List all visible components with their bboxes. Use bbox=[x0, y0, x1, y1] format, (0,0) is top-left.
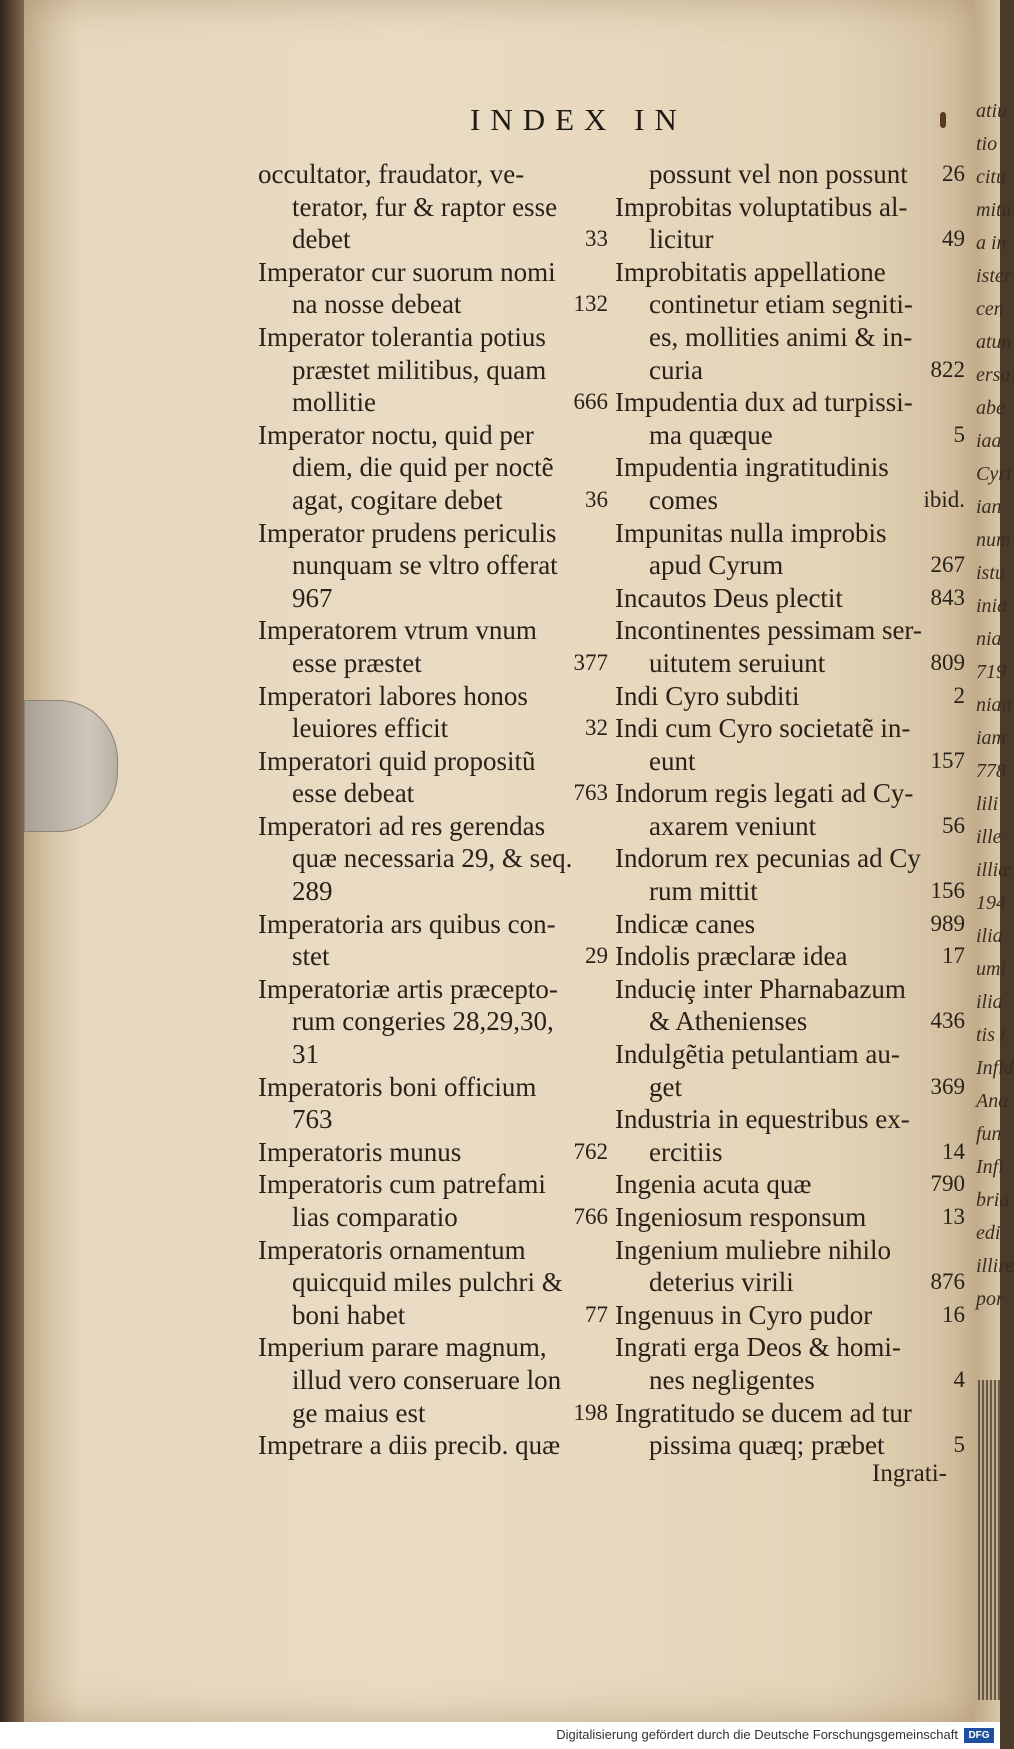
index-entry-line bbox=[615, 712, 965, 745]
index-entry-line bbox=[615, 908, 965, 941]
index-entry-line bbox=[258, 256, 608, 289]
entry-text: mollitie bbox=[292, 387, 376, 418]
page-edges bbox=[978, 1380, 1000, 1700]
index-entry-line bbox=[258, 354, 608, 387]
index-entry-line bbox=[258, 908, 608, 941]
index-entry-line bbox=[615, 940, 965, 973]
index-entry-line bbox=[258, 712, 608, 745]
entry-text: Imperium parare magnum, bbox=[258, 1332, 547, 1363]
entry-text: Impudentia ingratitudinis bbox=[615, 452, 889, 483]
index-entry-line bbox=[615, 1299, 965, 1332]
entry-text: Indi cum Cyro societatẽ in- bbox=[615, 713, 911, 744]
index-entry-line bbox=[615, 777, 965, 810]
index-entry-line bbox=[615, 842, 965, 875]
next-page-fragment: a in bbox=[976, 232, 1007, 254]
entry-text: Improbitatis appellatione bbox=[615, 256, 886, 287]
index-entry-line bbox=[615, 1005, 965, 1038]
entry-text: Industria in equestribus ex- bbox=[615, 1104, 910, 1135]
index-entry-line bbox=[258, 1234, 608, 1267]
index-entry-line bbox=[258, 321, 608, 354]
next-page-fragment: Infid bbox=[976, 1057, 1014, 1079]
entry-text: 31 bbox=[292, 1039, 319, 1070]
entry-text: Ingenium muliebre nihilo bbox=[615, 1234, 891, 1265]
next-page-fragment: 719 bbox=[976, 661, 1006, 683]
index-entry-line bbox=[258, 1005, 608, 1038]
page-reference: 16 bbox=[942, 1301, 965, 1327]
entry-text: terator, fur & raptor esse bbox=[292, 191, 558, 222]
next-page-fragment: ilia bbox=[976, 991, 1003, 1013]
index-entry-line bbox=[615, 256, 965, 289]
index-entry-line bbox=[615, 810, 965, 843]
entry-text: deterius virili bbox=[649, 1267, 794, 1298]
next-page-fragment: nian bbox=[976, 694, 1012, 716]
entry-text: Impunitas nulla improbis bbox=[615, 517, 887, 548]
next-page-fragment: ilia bbox=[976, 925, 1003, 947]
next-page-fragment: abe bbox=[976, 397, 1005, 419]
page-reference: 17 bbox=[942, 943, 965, 969]
page-reference: 790 bbox=[930, 1171, 965, 1197]
next-page-fragment: inia bbox=[976, 595, 1008, 617]
entry-text: Ingrati erga Deos & homi- bbox=[615, 1332, 901, 1363]
index-entry-line bbox=[258, 842, 608, 875]
index-entry-line bbox=[258, 223, 608, 256]
index-entry-line bbox=[258, 1397, 608, 1430]
next-page-fragment: 194 bbox=[976, 892, 1006, 914]
entry-text: nes negligentes bbox=[649, 1364, 815, 1395]
entry-text: Ingratitudo se ducem ad tur bbox=[615, 1397, 912, 1428]
page-reference: 77 bbox=[585, 1301, 608, 1327]
next-page-fragment: cen bbox=[976, 298, 1004, 320]
next-page-fragment: nia bbox=[976, 628, 1002, 650]
entry-text: Imperatoria ars quibus con- bbox=[258, 908, 556, 939]
entry-text: rum congeries 28,29,30, bbox=[292, 1006, 554, 1037]
entry-text: Indorum rex pecunias ad Cy bbox=[615, 843, 921, 874]
entry-text: occultator, fraudator, ve- bbox=[258, 159, 525, 189]
page-reference: 822 bbox=[930, 356, 965, 382]
entry-text: Ingenia acuta quæ bbox=[615, 1169, 812, 1200]
index-entry-line bbox=[615, 158, 965, 191]
index-entry-line bbox=[615, 1266, 965, 1299]
entry-text: ercitiis bbox=[649, 1136, 723, 1167]
index-entry-line bbox=[615, 582, 965, 615]
index-entry-line bbox=[615, 223, 965, 256]
ink-mark bbox=[940, 112, 946, 128]
page-reference: 876 bbox=[930, 1269, 965, 1295]
next-page-fragment: lili bbox=[976, 793, 999, 815]
entry-text: Imperatoriæ artis præcepto- bbox=[258, 973, 558, 1004]
index-entry-line bbox=[258, 777, 608, 810]
entry-text: Improbitas voluptatibus al- bbox=[615, 191, 908, 222]
entry-text: Ingeniosum responsum bbox=[615, 1202, 867, 1232]
next-page-fragment: iam bbox=[976, 727, 1006, 749]
entry-text: Imperatori quid propositũ bbox=[258, 745, 536, 776]
entry-text: apud Cyrum bbox=[649, 550, 784, 581]
page-reference: 762 bbox=[573, 1138, 608, 1164]
page-reference: 156 bbox=[930, 878, 965, 904]
index-entry-line bbox=[258, 1038, 608, 1071]
entry-text: eunt bbox=[649, 745, 696, 776]
next-page-fragment: tio bbox=[976, 133, 998, 155]
index-entry-line bbox=[615, 517, 965, 550]
index-entry-line bbox=[615, 1429, 965, 1462]
index-entry-line bbox=[258, 680, 608, 713]
next-page-fragment: Infi bbox=[976, 1156, 1004, 1178]
next-page-fragment: bria bbox=[976, 1189, 1010, 1211]
index-entry-line bbox=[258, 451, 608, 484]
footer-bar bbox=[0, 1722, 1000, 1749]
next-page-fragment: atiu bbox=[976, 100, 1008, 122]
entry-text: Indi Cyro subditi bbox=[615, 680, 800, 711]
next-page-fragment: istu bbox=[976, 562, 1005, 584]
entry-text: Impetrare a diis precib. quæ bbox=[258, 1430, 561, 1461]
page-reference: 267 bbox=[930, 552, 965, 578]
page-reference: 29 bbox=[585, 943, 608, 969]
next-page-fragment: mitu bbox=[976, 199, 1012, 221]
page-clip bbox=[24, 700, 118, 832]
index-entry-line bbox=[615, 973, 965, 1006]
entry-text: Imperator prudens periculis bbox=[258, 517, 557, 548]
entry-text: Impudentia dux ad turpissi- bbox=[615, 387, 913, 418]
next-page-fragment: ister bbox=[976, 265, 1012, 287]
entry-text: Induciȩ inter Pharnabazum bbox=[615, 973, 906, 1004]
index-entry-line bbox=[258, 745, 608, 778]
index-entry-line bbox=[258, 1201, 608, 1234]
entry-text: Incontinentes pessimam ser- bbox=[615, 615, 922, 646]
page-reference: 5 bbox=[953, 1432, 965, 1458]
index-entry-line bbox=[615, 419, 965, 452]
index-entry-line bbox=[258, 484, 608, 517]
entry-text: nunquam se vltro offerat bbox=[292, 550, 558, 581]
entry-text: stet bbox=[292, 941, 330, 972]
entry-text: licitur bbox=[649, 224, 714, 255]
index-column-left bbox=[258, 158, 608, 1462]
page-reference: 989 bbox=[930, 910, 965, 936]
page-reference: 26 bbox=[942, 161, 965, 186]
footer-credit: Digitalisierung gefördert durch die Deutsche Forschungsgemeinschaft bbox=[556, 1727, 958, 1742]
entry-text: quæ necessaria 29, & seq. bbox=[292, 843, 573, 874]
index-entry-line bbox=[258, 875, 608, 908]
page-reference: 32 bbox=[585, 715, 608, 741]
entry-text: Imperatori ad res gerendas bbox=[258, 810, 546, 841]
index-entry-line bbox=[615, 386, 965, 419]
index-entry-line bbox=[615, 647, 965, 680]
index-entry-line bbox=[615, 484, 965, 517]
index-entry-line bbox=[258, 1168, 608, 1201]
next-page-fragment: Cyri bbox=[976, 463, 1012, 485]
entry-text: Imperatoris boni officium bbox=[258, 1071, 537, 1102]
entry-text: ma quæque bbox=[649, 419, 773, 450]
index-entry-line bbox=[615, 191, 965, 224]
index-entry-line bbox=[258, 1364, 608, 1397]
entry-text: es, mollities animi & in- bbox=[649, 321, 913, 352]
index-entry-line bbox=[258, 940, 608, 973]
page-reference: 157 bbox=[930, 747, 965, 773]
entry-text: continetur etiam segniti- bbox=[649, 289, 913, 320]
index-entry-line bbox=[258, 1103, 608, 1136]
page-reference: 5 bbox=[953, 421, 965, 447]
index-entry-line bbox=[615, 1397, 965, 1430]
page-reference: 809 bbox=[930, 649, 965, 675]
next-page-fragment: atun bbox=[976, 331, 1012, 353]
page-reference: 14 bbox=[942, 1138, 965, 1164]
next-page-fragment: iaa bbox=[976, 430, 1002, 452]
index-entry-line bbox=[615, 1234, 965, 1267]
page-reference: 33 bbox=[585, 226, 608, 252]
entry-text: Ingenuus in Cyro pudor bbox=[615, 1299, 873, 1330]
entry-text: Imperatoris munus bbox=[258, 1136, 462, 1167]
page-reference: ibid. bbox=[923, 486, 965, 512]
entry-text: pissima quæq; præbet bbox=[649, 1430, 885, 1461]
page-reference: 763 bbox=[573, 780, 608, 806]
entry-text: Imperatoris cum patrefami bbox=[258, 1169, 546, 1200]
next-page-fragment: ersa bbox=[976, 364, 1011, 386]
page-reference: 2 bbox=[953, 682, 965, 708]
next-page-fragment: illiæ bbox=[976, 859, 1012, 881]
index-entry-line bbox=[258, 1136, 608, 1169]
dfg-logo: DFG bbox=[964, 1728, 994, 1743]
entry-text: 967 bbox=[292, 582, 333, 613]
page-reference: 198 bbox=[573, 1399, 608, 1425]
entry-text: Imperatoris ornamentum bbox=[258, 1234, 526, 1265]
index-entry-line bbox=[615, 321, 965, 354]
entry-text: uitutem seruiunt bbox=[649, 647, 826, 678]
index-entry-line bbox=[258, 810, 608, 843]
next-page-fragment: ille bbox=[976, 826, 1002, 848]
index-entry-line bbox=[258, 1071, 608, 1104]
index-entry-line bbox=[258, 1299, 608, 1332]
index-entry-line bbox=[615, 1331, 965, 1364]
page-reference: 56 bbox=[942, 812, 965, 838]
entry-text: ge maius est bbox=[292, 1397, 426, 1428]
next-page-fragment: umi bbox=[976, 958, 1006, 980]
page-header: INDEX IN bbox=[470, 102, 687, 137]
entry-text: Indolis præclaræ idea bbox=[615, 941, 848, 972]
entry-text: illud vero conseruare lon bbox=[292, 1364, 562, 1395]
entry-text: 763 bbox=[292, 1104, 333, 1135]
next-page-fragment: tis i bbox=[976, 1024, 1006, 1046]
entry-text: diem, die quid per noctẽ bbox=[292, 452, 554, 483]
index-entry-line bbox=[258, 386, 608, 419]
index-entry-line bbox=[258, 973, 608, 1006]
entry-text: esse debeat bbox=[292, 778, 415, 809]
entry-text: leuiores efficit bbox=[292, 713, 449, 744]
index-column-right bbox=[615, 158, 965, 1462]
index-entry-line bbox=[615, 288, 965, 321]
entry-text: Indicæ canes bbox=[615, 908, 756, 939]
entry-text: & Athenienses bbox=[649, 1006, 808, 1037]
entry-text: debet bbox=[292, 224, 351, 255]
entry-text: rum mittit bbox=[649, 876, 758, 907]
index-entry-line bbox=[258, 614, 608, 647]
entry-text: Indorum regis legati ad Cy- bbox=[615, 778, 914, 809]
index-entry-line bbox=[258, 517, 608, 550]
index-entry-line bbox=[258, 549, 608, 582]
index-entry-line bbox=[615, 875, 965, 908]
index-entry-line bbox=[258, 419, 608, 452]
index-entry-line bbox=[615, 1038, 965, 1071]
page-reference: 36 bbox=[585, 486, 608, 512]
page-reference: 436 bbox=[930, 1008, 965, 1034]
entry-text: possunt vel non possunt bbox=[649, 159, 908, 189]
index-entry-line bbox=[615, 1364, 965, 1397]
index-entry-line bbox=[258, 158, 608, 191]
next-page-fragment: ian bbox=[976, 496, 1002, 518]
next-page-fragment: Ana bbox=[976, 1090, 1009, 1112]
catchword: Ingrati- bbox=[872, 1460, 947, 1487]
index-entry-line bbox=[615, 1168, 965, 1201]
index-entry-line bbox=[615, 354, 965, 387]
entry-text: Imperator cur suorum nomi bbox=[258, 256, 556, 287]
entry-text: na nosse debeat bbox=[292, 289, 462, 320]
index-entry-line bbox=[258, 1331, 608, 1364]
page-reference: 13 bbox=[942, 1204, 965, 1229]
page-reference: 377 bbox=[573, 649, 608, 675]
entry-text: Imperator tolerantia potius bbox=[258, 321, 546, 352]
index-entry-line bbox=[615, 1201, 965, 1234]
entry-text: Imperator noctu, quid per bbox=[258, 419, 534, 450]
index-entry-line bbox=[615, 1136, 965, 1169]
page-reference: 843 bbox=[930, 584, 965, 610]
index-entry-line bbox=[615, 1103, 965, 1136]
entry-text: boni habet bbox=[292, 1299, 406, 1330]
page-reference: 4 bbox=[953, 1366, 965, 1392]
entry-text: Imperatori labores honos bbox=[258, 680, 528, 711]
index-entry-line bbox=[615, 549, 965, 582]
entry-text: præstet militibus, quam bbox=[292, 354, 547, 385]
next-page-fragment: num bbox=[976, 529, 1011, 551]
index-entry-line bbox=[615, 451, 965, 484]
index-entry-line bbox=[615, 614, 965, 647]
entry-text: Indulgẽtia petulantiam au- bbox=[615, 1039, 900, 1070]
page-reference: 49 bbox=[942, 226, 965, 252]
entry-text: comes bbox=[649, 484, 718, 515]
entry-text: esse præstet bbox=[292, 647, 422, 678]
page-reference: 766 bbox=[573, 1204, 608, 1229]
next-page-fragment: edi bbox=[976, 1222, 1001, 1244]
page-reference: 369 bbox=[930, 1073, 965, 1099]
page-reference: 666 bbox=[573, 389, 608, 415]
entry-text: axarem veniunt bbox=[649, 810, 817, 841]
next-page-fragment: illire bbox=[976, 1255, 1014, 1277]
entry-text: Incautos Deus plectit bbox=[615, 582, 843, 613]
next-page-fragment: por bbox=[976, 1288, 1004, 1310]
index-entry-line bbox=[615, 680, 965, 713]
entry-text: lias comparatio bbox=[292, 1202, 458, 1232]
index-entry-line bbox=[258, 1266, 608, 1299]
index-entry-line bbox=[615, 1071, 965, 1104]
index-entry-line bbox=[258, 1429, 608, 1462]
page-reference: 132 bbox=[573, 291, 608, 317]
next-page-fragment: 778 bbox=[976, 760, 1006, 782]
entry-text: curia bbox=[649, 354, 703, 385]
next-page-fragment: fun bbox=[976, 1123, 1002, 1145]
index-entry-line bbox=[258, 191, 608, 224]
index-entry-line bbox=[615, 745, 965, 778]
entry-text: agat, cogitare debet bbox=[292, 484, 503, 515]
next-page-fragment: citu bbox=[976, 166, 1006, 188]
entry-text: Imperatorem vtrum vnum bbox=[258, 615, 537, 646]
entry-text: quicquid miles pulchri & bbox=[292, 1267, 563, 1298]
index-entry-line bbox=[258, 647, 608, 680]
entry-text: get bbox=[649, 1071, 682, 1102]
entry-text: 289 bbox=[292, 876, 333, 907]
index-entry-line bbox=[258, 288, 608, 321]
index-entry-line bbox=[258, 582, 608, 615]
